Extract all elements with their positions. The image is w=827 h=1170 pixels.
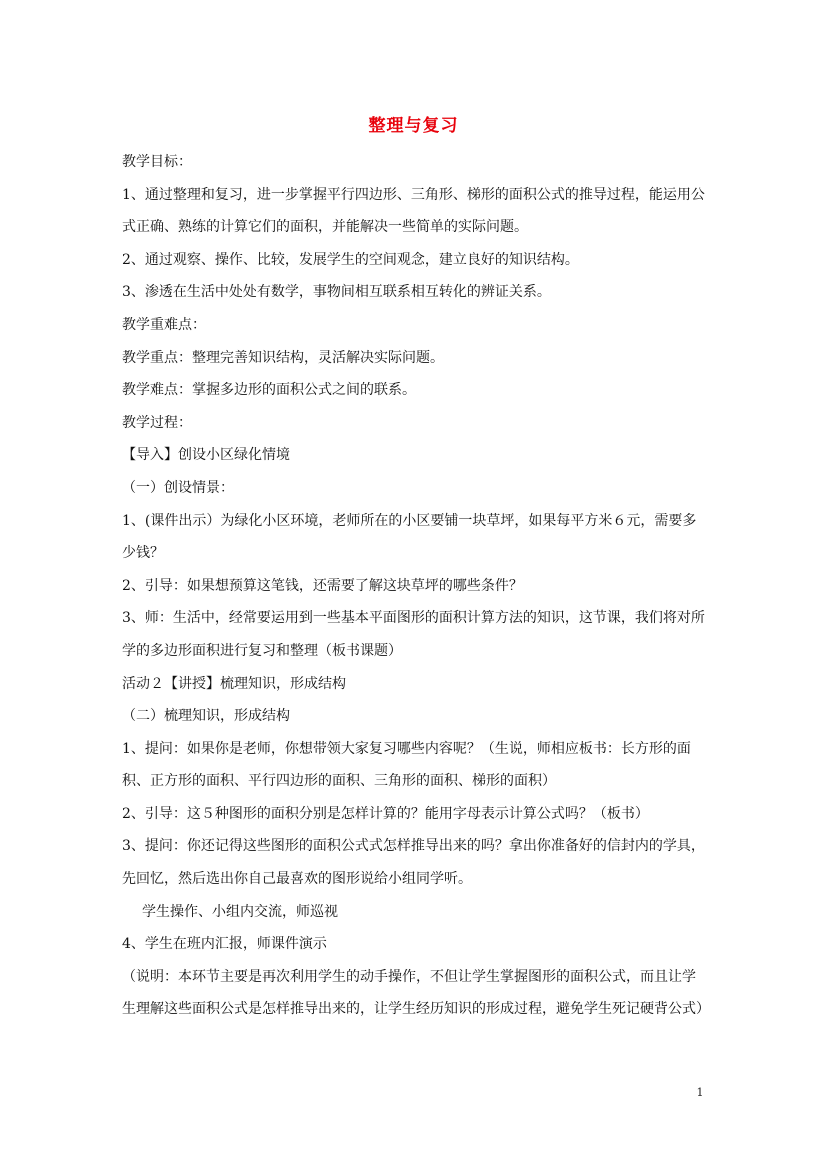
- paragraph-intro-item-1: 1、(课件出示）为绿化小区环境，老师所在的小区要铺一块草坪，如果每平方米６元，需要多少钱？: [122, 512, 697, 562]
- paragraph-key-point: 教学重点：整理完善知识结构，灵活解决实际问题。: [122, 349, 444, 366]
- paragraph-student-activity: 学生操作、小组内交流，师巡视: [142, 903, 338, 920]
- paragraph-key-points-heading: 教学重难点：: [122, 316, 206, 333]
- paragraph-section-2-heading: （二）梳理知识，形成结构: [122, 708, 290, 725]
- paragraph-activity-2: 活动２【讲授】梳理知识，形成结构: [122, 675, 346, 692]
- page-number: 1: [696, 1086, 704, 1099]
- paragraph-section-1-heading: （一）创设情景：: [122, 479, 234, 496]
- document-body: [122, 146, 710, 1026]
- paragraph-review-item-1: 1、提问：如果你是老师，你想带领大家复习哪些内容呢？（生说，师相应板书：长方形的面积、正方形的面积、平行四边形的面积、三角形的面积、梯形的面积）: [122, 740, 691, 790]
- paragraph-review-item-2: 2、引导：这５种图形的面积分别是怎样计算的？能用字母表示计算公式吗？（板书）: [122, 805, 649, 822]
- paragraph-goal-2: 2、通过观察、操作、比较，发展学生的空间观念，建立良好的知识结构。: [122, 251, 579, 268]
- paragraph-difficult-point: 教学难点：掌握多边形的面积公式之间的联系。: [122, 382, 416, 399]
- paragraph-explanation-note: （说明：本环节主要是再次利用学生的动手操作，不但让学生掌握图形的面积公式，而且让学生理解这些面积公式是怎样推导出来的，让学生经历知识的形成过程，避免学生死记硬背公式）: [122, 968, 710, 1018]
- paragraph-review-item-4: 4、学生在班内汇报，师课件演示: [122, 936, 327, 953]
- paragraph-intro-item-2: 2、引导：如果想预算这笔钱，还需要了解这块草坪的哪些条件？: [122, 577, 523, 594]
- paragraph-process-heading: 教学过程：: [122, 414, 192, 431]
- paragraph-review-item-3: 3、提问：你还记得这些图形的面积公式式怎样推导出来的吗？拿出你准备好的信封内的学具，先回忆，然后选出你自己最喜欢的图形说给小组同学听。: [122, 838, 705, 888]
- paragraph-intro-section: 【导入】创设小区绿化情境: [122, 447, 290, 464]
- document-title: 整理与复习: [368, 116, 459, 136]
- paragraph-teaching-goals-heading: 教学目标：: [122, 154, 192, 170]
- paragraph-intro-item-3: 3、师：生活中，经常要运用到一些基本平面图形的面积计算方法的知识，这节课，我们将对所学的多边形面积进行复习和整理（板书课题）: [122, 610, 705, 659]
- paragraph-goal-1: 1、通过整理和复习，进一步掌握平行四边形、三角形、梯形的面积公式的推导过程，能运用公式正确、熟练的计算它们的面积，并能解决一些简单的实际问题。: [122, 186, 705, 236]
- paragraph-goal-3: 3、渗透在生活中处处有数学，事物间相互联系相互转化的辨证关系。: [122, 284, 551, 301]
